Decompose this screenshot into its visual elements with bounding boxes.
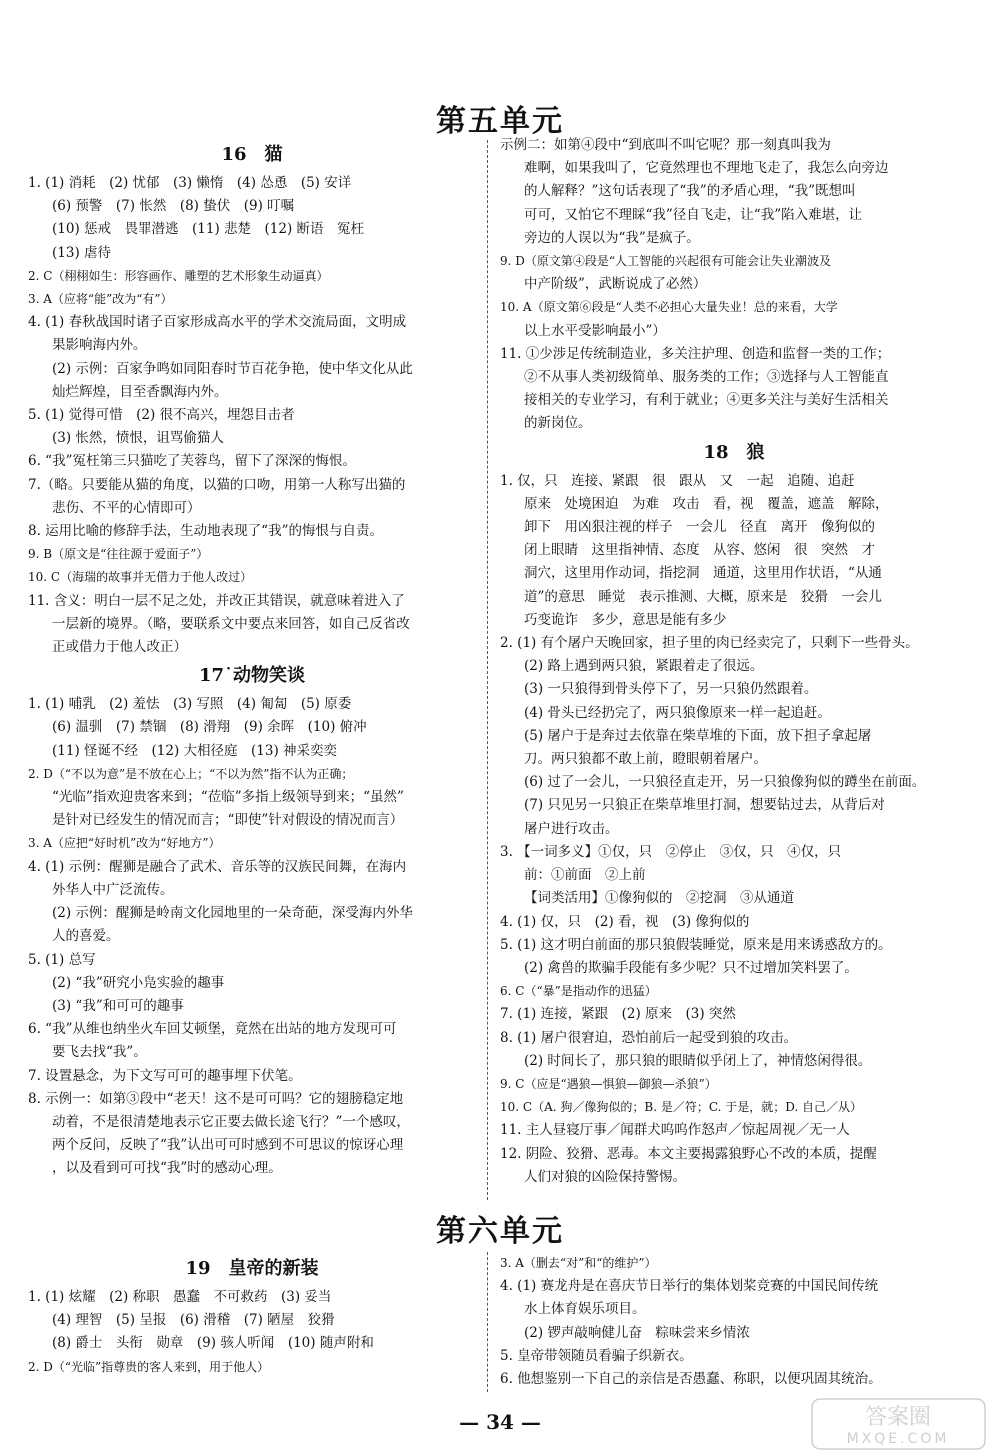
answer-line: “光临”指欢迎贵客来到；“莅临”多指上级领导到来；“虽然”	[52, 789, 404, 806]
answer-line: 以上水平受影响最小”）	[524, 322, 666, 339]
answer-line: (2) 时间长了，那只狼的眼睛似乎闭上了，神情悠闲得很。	[524, 1052, 872, 1069]
answer-line: (5) 屠户于是奔过去依靠在柴草堆的下面，放下担子拿起屠	[524, 727, 872, 744]
answer-line: 10. C（A. 狗／像狗似的；B. 是／符；C. 于是，就；D. 自己／从）	[500, 1100, 863, 1115]
answer-line: 2. D（“光临”指尊贵的客人来到，用于他人）	[28, 1359, 270, 1374]
answer-line: 5. (1) 觉得可惜 (2) 很不高兴，埋怨目击者	[28, 407, 295, 424]
section-16-title: 16 猫	[221, 144, 283, 165]
answer-line: 8. 运用比喻的修辞手法，生动地表现了“我”的悔恨与自责。	[28, 523, 383, 540]
unit6-right-column	[500, 1252, 968, 1391]
answer-line: (7) 只见另一只狼正在柴草堆里打洞，想要钻过去，从背后对	[524, 797, 885, 814]
answer-line: (2) 路上遇到两只狼，紧跟着走了很远。	[524, 658, 764, 675]
answer-line: 两个反问，反映了“我”认出可可时感到不可思议的惊讶心理	[52, 1137, 404, 1154]
answer-line: 巧变诡诈 多少，意思是能有多少	[524, 611, 727, 628]
answer-line: 5. 皇帝带领随员看骗子织新衣。	[500, 1347, 693, 1364]
answer-line: 6. “我”从维也纳坐火车回艾顿堡，竟然在出站的地方发现可可	[28, 1021, 397, 1038]
answer-line: 9. C（应是“遇狼—惧狼—御狼—杀狼”）	[500, 1076, 717, 1091]
answer-line: 4. (1) 示例：醒狮是融合了武术、音乐等的汉族民间舞，在海内	[28, 858, 407, 875]
watermark-logo	[811, 1398, 986, 1450]
answer-line: 中产阶级”，武断说成了必然）	[524, 276, 707, 293]
answer-line: (2) 禽兽的欺骗手段能有多少呢？只不过增加笑料罢了。	[524, 959, 858, 976]
answer-line: 2. C（栩栩如生：形容画作、雕塑的艺术形象生动逼真）	[28, 268, 329, 283]
answer-line: 人的喜爱。	[52, 928, 120, 945]
answer-line: ②不从事人类初级简单、服务类的工作；③选择与人工智能直	[524, 369, 889, 386]
svg-text:MXQE.COM: MXQE.COM	[846, 1431, 950, 1447]
answer-line: 示例二：如第④段中“到底叫不叫它呢？那一刻真叫我为	[500, 137, 831, 153]
answer-line: 屠户进行攻击。	[524, 820, 619, 837]
answer-line: 卸下 用凶狠注视的样子 一会儿 径直 离开 像狗似的	[524, 519, 875, 536]
answer-line: (2) “我”研究小凫实验的趣事	[52, 974, 225, 991]
answer-line: (6) 温驯 (7) 禁锢 (8) 滑翔 (9) 余晖 (10) 俯冲	[52, 719, 367, 736]
section-19-answers-continued	[500, 1252, 968, 1391]
answer-line: 5. (1) 总写	[28, 951, 96, 968]
answer-line: (2) 示例：百家争鸣如同阳春时节百花争艳，使中华文化从此	[52, 360, 413, 377]
answer-line: (4) 理智 (5) 呈报 (6) 滑稽 (7) 陋屋 狡猾	[52, 1312, 335, 1329]
answer-line: (3) 怅然，愤恨，诅骂偷猫人	[52, 430, 224, 447]
answer-line: (11) 怪诞不经 (12) 大相径庭 (13) 神采奕奕	[52, 742, 338, 759]
answer-line: 的人解释？”这句话表现了“我”的矛盾心理，“我”既想叫	[524, 183, 856, 200]
answer-line: 6. C（“暴”是指动作的迅猛）	[500, 984, 657, 999]
answer-line: 可可，又怕它不理睬“我”径自飞走，让“我”陷入难堪，让	[524, 206, 863, 223]
unit5-right-column	[500, 134, 968, 1189]
answer-line: 悲伤、不平的心情即可）	[52, 499, 201, 516]
answer-line: 道”的意思 睡觉 表示推测、大概，原来是 狡猾 一会儿	[524, 588, 882, 605]
answer-line: 3. A（应将“能”改为“有”）	[28, 292, 173, 307]
unit5-left-column	[28, 138, 476, 1181]
answer-line: 原来 处境困迫 为难 攻击 看，视 覆盖，遮盖 解除，	[524, 495, 889, 512]
answer-line: 4. (1) 仅，只 (2) 看，视 (3) 像狗似的	[500, 913, 750, 930]
svg-text:答案圈: 答案圈	[864, 1405, 932, 1430]
answer-line: 是针对已经发生的情况而言；“即使”针对假设的情况而言）	[52, 812, 404, 829]
answer-line: 人们对狼的凶险保持警惕。	[524, 1168, 686, 1185]
answer-line: (2) 锣声敲响健儿奋 粽味尝来乡情浓	[524, 1324, 750, 1341]
unit6-title: 第六单元	[436, 1214, 564, 1249]
answer-line: 闭上眼睛 这里指神情、态度 从容、悠闲 很 突然 才	[524, 542, 875, 559]
answer-line: 1. (1) 消耗 (2) 忧郁 (3) 懒惰 (4) 怂恿 (5) 安详	[28, 175, 352, 191]
answer-line: 7. (1) 连接，紧跟 (2) 原来 (3) 突然	[500, 1006, 736, 1023]
answer-line: ，以及看到可可找“我”时的感动心理。	[52, 1160, 282, 1177]
column-divider-unit6	[487, 1252, 488, 1392]
answer-line: 9. D（原文第④段是“人工智能的兴起很有可能会让失业潮波及	[500, 254, 832, 269]
section-19-title: 19 皇帝的新装	[185, 1258, 319, 1279]
answer-line: 5. (1) 这才明白前面的那只狼假装睡觉，原来是用来诱惑敌方的。	[500, 936, 892, 953]
answer-line: (10) 惩戒 畏罪潜逃 (11) 悲楚 (12) 断语 冤枉	[52, 221, 365, 238]
answer-line: 【词类活用】①像狗似的 ②挖洞 ③从通道	[524, 890, 794, 907]
column-divider	[487, 140, 488, 1200]
answer-line: 动着，不是很清楚地表示它正要去做长途飞行？”一个感叹，	[52, 1113, 410, 1130]
answer-line: (3) 一只狼得到骨头停下了，另一只狼仍然跟着。	[524, 681, 818, 698]
section-18-title: 18 狼	[703, 441, 765, 463]
answer-line: 4. (1) 赛龙舟是在喜庆节日举行的集体划桨竞赛的中国民间传统	[500, 1278, 879, 1295]
answer-line: 7. 设置悬念，为下文写可可的趣事埋下伏笔。	[28, 1067, 302, 1084]
answer-line: 10. C（海瑞的故事并无借力于他人改过）	[28, 570, 253, 585]
answer-line: (3) “我”和可可的趣事	[52, 997, 184, 1014]
answer-line: 正或借力于他人改正）	[52, 639, 187, 656]
answer-line: 3. A（应把“好时机”改为“好地方”）	[28, 836, 221, 851]
answer-line: 难啊，如果我叫了，它竟然理也不理地飞走了，我怎么向旁边	[524, 160, 889, 177]
answer-line: (2) 示例：醒狮是岭南文化园地里的一朵奇葩，深受海内外华	[52, 905, 413, 922]
answer-line: (6) 预警 (7) 怅然 (8) 蛰伏 (9) 叮嘱	[52, 198, 295, 215]
answer-line: (8) 爵士 头衔 勋章 (9) 骇人听闻 (10) 随声附和	[52, 1335, 374, 1352]
page-number: — 34 —	[459, 1410, 541, 1434]
section-17-title: 17˙动物笑谈	[198, 665, 306, 687]
answer-line: 3. 【一词多义】①仅，只 ②停止 ③仅，只 ④仅，只	[500, 843, 842, 860]
answer-line: 2. (1) 有个屠户天晚回家，担子里的肉已经卖完了，只剩下一些骨头。	[500, 635, 919, 652]
answer-line: 要飞去找“我”。	[52, 1044, 147, 1061]
section-16-answers	[28, 172, 476, 659]
answer-line: 8. (1) 屠户很窘迫，恐怕前后一起受到狼的攻击。	[500, 1029, 798, 1046]
answer-line: 11. ①少涉足传统制造业，多关注护理、创造和监督一类的工作；	[500, 345, 891, 362]
answer-line: 6. 他想鉴别一下自己的亲信是否愚蠢、称职，以便巩固其统治。	[500, 1371, 882, 1388]
section-19-answers	[28, 1286, 476, 1379]
answer-line: 3. A（删去“对”和“的维护”）	[500, 1256, 657, 1270]
section-18-answers	[500, 470, 968, 1189]
answer-line: (4) 骨头已经扔完了，两只狼像原来一样一起追赶。	[524, 704, 831, 721]
answer-line: 果影响海内外。	[52, 337, 147, 354]
answer-line: (6) 过了一会儿，一只狼径直走开，另一只狼像狗似的蹲坐在前面。	[524, 774, 926, 791]
answer-line: 10. A（原文第⑥段是“人类不必担心大量失业！总的来看，大学	[500, 300, 838, 315]
answer-line: 4. (1) 春秋战国时诸子百家形成高水平的学术交流局面，文明成	[28, 314, 407, 331]
answer-line: 6. “我”冤枉第三只猫吃了芙蓉鸟，留下了深深的悔恨。	[28, 453, 356, 470]
answer-line: (13) 虐待	[52, 244, 112, 261]
unit6-left-column	[28, 1252, 476, 1379]
answer-line: 11. 主人昼寝厅事／闻群犬呜呜作怒声／惊起周视／无一人	[500, 1122, 850, 1139]
answer-line: 1. 仅，只 连接、紧跟 很 跟从 又 一起 追随、追赶	[500, 472, 855, 489]
unit5-title: 第五单元	[436, 104, 564, 139]
answer-line: 旁边的人误以为“我”是疯子。	[524, 229, 700, 246]
answer-line: 的新岗位。	[524, 415, 592, 432]
answer-line: 8. 示例一：如第③段中“老天！这不是可可吗？它的翅膀稳定地	[28, 1090, 404, 1107]
answer-line: 刀。两只狼都不敢上前，瞪眼朝着屠户。	[524, 751, 767, 768]
answer-line: 一层新的境界。（略，要联系文中要点来回答，如自己反省改	[52, 615, 410, 632]
answer-line: 12. 阴险、狡猾、恶毒。本文主要揭露狼野心不改的本质，提醒	[500, 1145, 877, 1162]
answer-line: 9. B（原文是“往往源于爱面子”）	[28, 547, 209, 562]
answer-line: 2. D（“不以为意”是不放在心上；“不以为然”指不认为正确；	[28, 766, 354, 781]
answer-line: 1. (1) 哺乳 (2) 羞怯 (3) 写照 (4) 匍匐 (5) 原委	[28, 696, 352, 713]
answer-line: 灿烂辉煌，目至香飘海内外。	[52, 383, 228, 400]
answer-line: 接相关的专业学习，有利于就业；④更多关注与美好生活相关	[524, 392, 889, 409]
answer-line: 7.（略。只要能从猫的角度，以猫的口吻，用第一人称写出猫的	[28, 476, 406, 493]
answer-line: 外华人中广泛流传。	[52, 881, 174, 898]
answer-line: 水上体育娱乐项目。	[524, 1301, 646, 1318]
answer-line: 洞穴，这里用作动词，指挖洞 通道，这里用作状语，“从通	[524, 565, 882, 582]
section-17-answers	[28, 693, 476, 1180]
section-17-answers-continued	[500, 134, 968, 436]
answer-line: 前：①前面 ②上前	[524, 867, 646, 884]
answer-line: 1. (1) 炫耀 (2) 称职 愚蠢 不可救药 (3) 妥当	[28, 1289, 332, 1305]
answer-line: 11. 含义：明白一层不足之处，并改正其错误，就意味着进入了	[28, 592, 405, 609]
